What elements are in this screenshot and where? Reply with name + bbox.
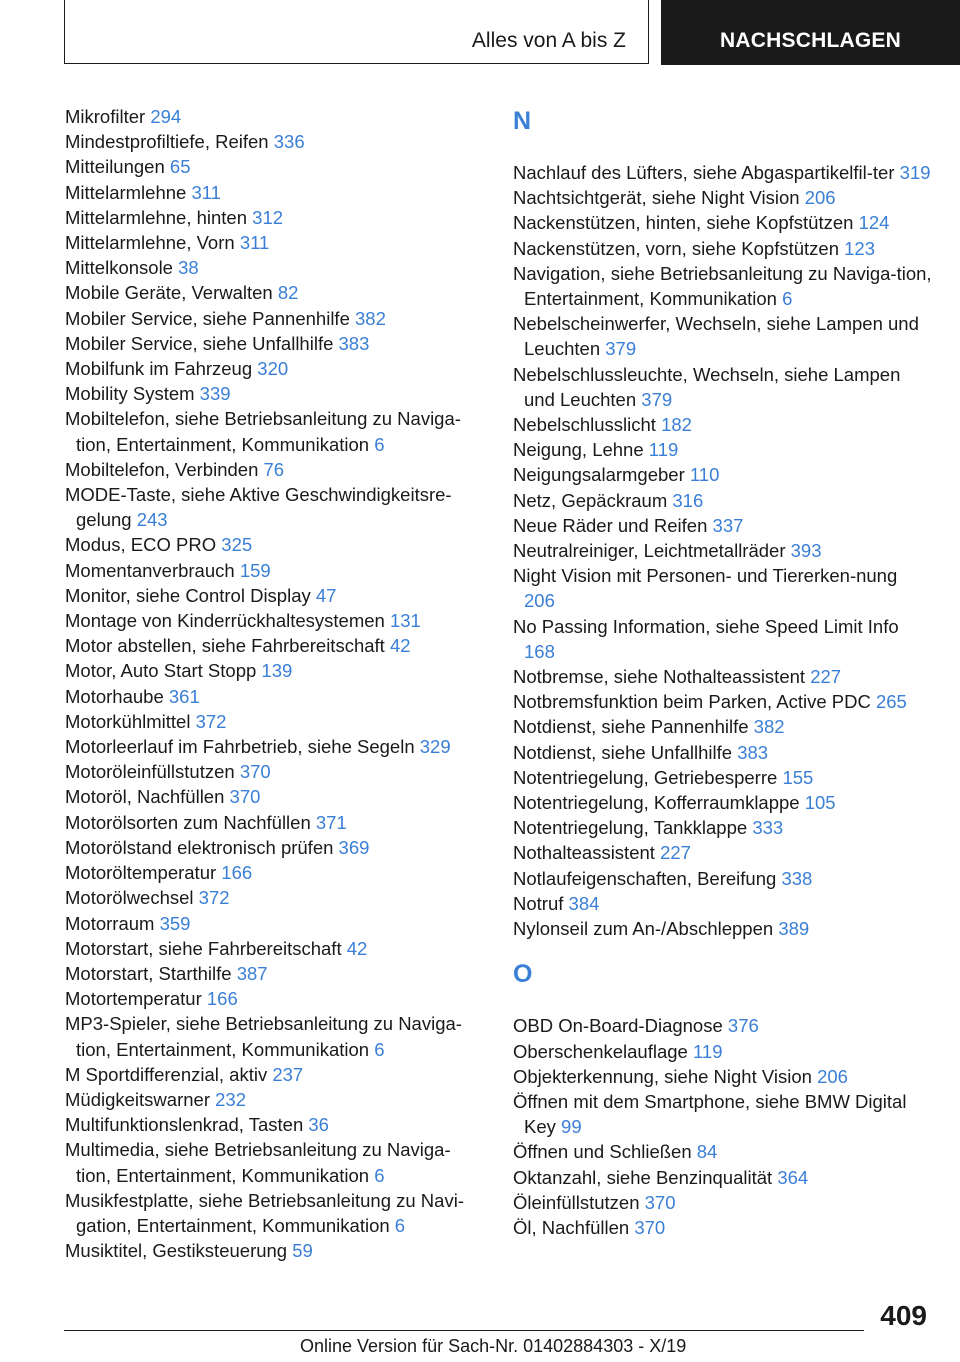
page-reference-link[interactable]: 383 [338,332,370,354]
index-entry [65,154,485,179]
index-entry [65,583,485,608]
index-term: Motorölstand elektronisch prüfen [65,836,334,858]
index-entry [513,185,933,210]
page-reference-link[interactable]: 337 [712,514,744,536]
index-term: Notbremse, siehe Nothalteassistent [513,666,806,688]
index-entry [513,261,933,311]
page-reference-link[interactable]: 105 [804,792,836,814]
chapter-title: NACHSCHLAGEN [720,29,901,52]
index-entry [513,1215,933,1240]
chapter-tab[interactable] [661,0,960,65]
index-entry [513,614,933,664]
index-entry [513,462,933,487]
page-reference-link[interactable]: 47 [315,584,337,606]
index-term: Nackenstützen, hinten, siehe Kopfstützen [513,212,854,234]
page-reference-link[interactable]: 131 [389,610,421,632]
page-reference-link[interactable]: 379 [641,388,673,410]
page-reference-link[interactable]: 333 [752,817,784,839]
index-entry [513,840,933,865]
index-term: Notlaufeigenschaften, Bereifung [513,867,777,889]
index-term: Motorstart, siehe Fahrbereitschaft [65,937,342,959]
index-term: No Passing Information, siehe Speed Limit Info [513,615,899,637]
index-term: Motorkühlmittel [65,710,191,732]
page-reference-link[interactable]: 82 [277,282,299,304]
index-entry [65,457,485,482]
page-reference-link[interactable]: 166 [221,862,253,884]
page-reference-link[interactable]: 38 [178,257,199,279]
index-entry [65,1112,485,1137]
page-reference-link[interactable]: 76 [263,458,285,480]
page-reference-link[interactable]: 237 [272,1063,304,1085]
index-entry [65,658,485,683]
page-reference-link[interactable]: 119 [648,439,679,461]
index-term: Monitor, siehe Control Display [65,584,311,606]
index-term: Nebelschlusslicht [513,414,656,436]
index-column-left [65,104,485,1263]
page-reference-link[interactable]: 372 [198,887,230,909]
page-reference-link[interactable]: 372 [195,710,227,732]
page-reference-link[interactable]: 379 [605,338,637,360]
index-term: Nothalteassistent [513,842,655,864]
index-term: Notdienst, siehe Unfallhilfe [513,741,733,763]
index-entry [513,815,933,840]
index-term: Mindestprofiltiefe, Reifen [65,131,269,153]
index-term: Müdigkeitswarner [65,1088,210,1110]
index-term: Motorölwechsel [65,887,194,909]
index-term: MODE-Taste, siehe Aktive Geschwindigkeitsre‐gelung [65,484,452,531]
page-reference-link[interactable]: 155 [782,766,814,788]
index-entry [65,911,485,936]
page-reference-link[interactable]: 110 [689,464,720,486]
page-reference-link[interactable]: 320 [257,358,289,380]
index-term: Notbremsfunktion beim Parken, Active PDC [513,691,871,713]
page-reference-link[interactable]: 371 [315,811,347,833]
index-entry [513,563,933,613]
section-box [64,0,649,64]
index-term: Motoröl, Nachfüllen [65,786,225,808]
index-term: Neigung, Lehne [513,439,644,461]
index-entry [65,381,485,406]
index-entry [65,608,485,633]
index-term: M Sportdifferenzial, aktiv [65,1063,268,1085]
index-entry [513,765,933,790]
index-term: Motorraum [65,912,155,934]
index-entry [513,740,933,765]
index-term: Night Vision mit Personen- und Tiererken‐nung [513,565,898,587]
page-reference-link[interactable]: 294 [150,106,182,127]
page-reference-link[interactable]: 59 [292,1240,313,1262]
index-entry [65,331,485,356]
index-entry [65,558,485,583]
index-term: Nachlauf des Lüfters, siehe Abgaspartikelfil‐ter [513,162,895,183]
index-entry [65,759,485,784]
page-reference-link[interactable]: 384 [568,892,600,914]
page-reference-link[interactable]: 376 [727,1015,759,1037]
index-term: Mobiltelefon, Verbinden [65,458,259,480]
index-entry [65,104,485,129]
index-term: Motorölsorten zum Nachfüllen [65,811,311,833]
page-reference-link[interactable]: 159 [239,559,271,581]
index-term: Modus, ECO PRO [65,534,217,556]
page-reference-link[interactable]: 265 [875,691,907,713]
page-reference-link[interactable]: 6 [374,1038,385,1060]
page-number: 409 [880,1300,927,1331]
page-reference-link[interactable]: 329 [419,736,451,758]
index-entry [65,784,485,809]
page-reference-link[interactable]: 243 [136,509,168,531]
page-reference-link[interactable]: 84 [696,1141,718,1163]
index-term: Musikfestplatte, siehe Betriebsanleitung zu Navi‐gation, Entertainment, Kommunikation [65,1189,464,1236]
index-term: Notentriegelung, Tankklappe [513,817,748,839]
index-term: Neigungsalarmgeber [513,464,685,486]
index-term: Neue Räder und Reifen [513,514,708,536]
page-reference-link[interactable]: 124 [858,212,890,234]
index-term: MP3-Spieler, siehe Betriebsanleitung zu Naviga‐tion, Entertainment, Kommunikation [65,1013,462,1060]
index-term: Motor, Auto Start Stopp [65,660,257,682]
index-term: Motorhaube [65,685,164,707]
index-entry [513,790,933,815]
index-entry [65,633,485,658]
page-reference-link[interactable]: 227 [810,666,842,688]
section-letter: N [513,107,532,135]
index-entry [513,210,933,235]
index-entry [513,714,933,739]
index-term: Mobility System [65,383,195,405]
index-term: Mobiler Service, siehe Pannenhilfe [65,307,350,329]
index-entry [65,255,485,280]
index-term: Nackenstützen, vorn, siehe Kopfstützen [513,237,839,259]
page-reference-link[interactable]: 206 [804,187,836,209]
index-entry [65,936,485,961]
index-entry [513,1013,933,1038]
index-term: Öl, Nachfüllen [513,1216,630,1238]
index-term: Motoröltemperatur [65,862,217,884]
page-reference-link[interactable]: 370 [634,1216,666,1238]
index-term: Mikrofilter [65,106,146,127]
page-reference-link[interactable]: 42 [346,937,368,959]
page-reference-link[interactable]: 325 [221,534,253,556]
index-entry [65,356,485,381]
page-reference-link[interactable]: 65 [169,156,191,178]
index-term: Mittelarmlehne [65,181,187,203]
index-term: Öleinfüllstutzen [513,1191,640,1213]
index-entry [65,1087,485,1112]
index-term: Motortemperatur [65,988,202,1010]
index-entry [65,1062,485,1087]
index-term: Motorstart, Starthilfe [65,962,232,984]
page-reference-link[interactable]: 123 [844,237,876,259]
index-term: Nebelschlussleuchte, Wechseln, siehe Lampen und Leuchten [513,363,901,410]
index-column-right [513,104,933,1240]
index-term: OBD On-Board-Diagnose [513,1015,723,1037]
index-entry [65,205,485,230]
index-entry [513,412,933,437]
index-entry [65,230,485,255]
index-term: Mobiler Service, siehe Unfallhilfe [65,332,334,354]
index-term: Notentriegelung, Getriebesperre [513,766,778,788]
index-term: Mittelarmlehne, Vorn [65,232,235,254]
index-entry [513,488,933,513]
index-term: Öffnen und Schließen [513,1141,692,1163]
page-reference-link[interactable]: 311 [191,181,221,203]
index-entry [65,406,485,456]
page-reference-link[interactable]: 339 [199,383,231,405]
index-entry [65,885,485,910]
index-entry [65,709,485,734]
page-reference-link[interactable]: 316 [672,489,704,511]
page-reference-link[interactable]: 382 [753,716,785,738]
page-reference-link[interactable]: 312 [252,206,284,228]
page-reference-link[interactable]: 387 [236,962,268,984]
index-entry [65,306,485,331]
index-entry [65,986,485,1011]
page-reference-link[interactable]: 168 [524,640,555,662]
index-entry [65,734,485,759]
index-term: Mobile Geräte, Verwalten [65,282,273,304]
footer-divider [64,1330,864,1331]
index-term: Mittelkonsole [65,257,173,279]
page-reference-link[interactable]: 369 [338,836,370,858]
index-entry [513,891,933,916]
section-letter: O [513,960,533,989]
index-entry [65,1238,485,1263]
section-title: Alles von A bis Z [471,29,626,52]
index-term: Multimedia, siehe Betriebsanleitung zu Naviga‐tion, Entertainment, Kommunikation [65,1139,451,1186]
index-entry [513,1165,933,1190]
index-term: Motorleerlauf im Fahrbetrieb, siehe Segeln [65,736,415,758]
index-entry [65,810,485,835]
page-reference-link[interactable]: 359 [159,912,191,934]
page-reference-link[interactable]: 361 [168,685,200,707]
index-entry [513,513,933,538]
page-reference-link[interactable]: 232 [215,1088,246,1110]
index-term: Motor abstellen, siehe Fahrbereitschaft [65,635,385,657]
page-reference-link[interactable]: 119 [692,1040,723,1062]
index-entry [513,1064,933,1089]
index-entry [513,689,933,714]
page-reference-link[interactable]: 370 [644,1191,676,1213]
index-term: Nebelscheinwerfer, Wechseln, siehe Lampen und Leuchten [513,313,919,360]
index-entry [65,1137,485,1187]
page-reference-link[interactable]: 36 [308,1114,329,1136]
page-reference-link[interactable]: 42 [389,635,411,657]
page-reference-link[interactable]: 6 [394,1214,406,1236]
index-entry [513,437,933,462]
page-reference-link[interactable]: 206 [817,1065,848,1087]
index-entry [513,311,933,361]
index-entry [513,664,933,689]
index-entry [513,160,933,185]
index-entry [513,1139,933,1164]
index-term: Mittelarmlehne, hinten [65,206,248,228]
index-term: Musiktitel, Gestiksteuerung [65,1240,288,1262]
index-term: Mitteilungen [65,156,165,178]
index-term: Notruf [513,892,564,914]
page-reference-link[interactable]: 389 [778,918,810,940]
index-entry [65,961,485,986]
index-entry [513,538,933,563]
index-entry [513,1190,933,1215]
page-reference-link[interactable]: 311 [239,232,270,254]
index-entry [513,362,933,412]
page-header [64,0,960,65]
page-reference-link[interactable]: 6 [374,433,385,455]
page-reference-link[interactable]: 139 [261,660,293,682]
index-entry [65,129,485,154]
footer-text: Online Version für Sach-Nr. 01402884303 - X/19 [300,1336,687,1356]
index-term: Motoröleinfüllstutzen [65,761,235,783]
page-reference-link[interactable]: 99 [561,1116,582,1138]
index-entry [65,860,485,885]
page-reference-link[interactable]: 227 [660,842,691,864]
index-entry [65,684,485,709]
index-entry [513,866,933,891]
index-entry [513,1089,933,1139]
index-term: Multifunktionslenkrad, Tasten [65,1114,304,1136]
page-reference-link[interactable]: 166 [206,988,238,1010]
page-reference-link[interactable]: 182 [661,414,692,436]
index-term: Objekterkennung, siehe Night Vision [513,1065,812,1087]
page-reference-link[interactable]: 319 [899,162,931,183]
index-entry [65,280,485,305]
index-term: Mobiltelefon, siehe Betriebsanleitung zu Naviga‐tion, Entertainment, Kommunikation [65,408,461,455]
index-entry [513,1039,933,1064]
page-reference-link[interactable]: 370 [239,761,271,783]
index-term: Oberschenkelauflage [513,1040,688,1062]
index-term: Mobilfunk im Fahrzeug [65,358,253,380]
index-entry [65,482,485,532]
index-entry [513,236,933,261]
index-term: Notdienst, siehe Pannenhilfe [513,716,749,738]
index-term: Oktanzahl, siehe Benzinqualität [513,1166,773,1188]
page-reference-link[interactable]: 6 [374,1164,385,1186]
page-reference-link[interactable]: 336 [273,131,305,153]
index-entry [65,1188,485,1238]
index-entry [65,532,485,557]
index-term: Notentriegelung, Kofferraumklappe [513,792,800,814]
page-reference-link[interactable]: 338 [781,867,813,889]
index-term: Navigation, siehe Betriebsanleitung zu Naviga‐tion, Entertainment, Kommunikation [513,262,932,310]
index-term: Nachtsichtgerät, siehe Night Vision [513,187,800,209]
page-reference-link[interactable]: 383 [737,741,769,763]
page-reference-link[interactable]: 206 [524,590,555,612]
index-entry [513,916,933,941]
index-term: Netz, Gepäckraum [513,489,668,511]
page-reference-link[interactable]: 382 [355,307,386,329]
page-reference-link[interactable]: 370 [229,786,261,808]
index-term: Nylonseil zum An-/Abschleppen [513,918,774,940]
page-reference-link[interactable]: 364 [777,1166,809,1188]
page-reference-link[interactable]: 6 [782,288,793,310]
index-term: Neutralreiniger, Leichtmetallräder [513,540,786,562]
index-entry [65,180,485,205]
index-entry [65,1011,485,1061]
index-term: Öffnen mit dem Smartphone, siehe BMW Digital Key [513,1090,907,1138]
index-entry [65,835,485,860]
index-term: Montage von Kinderrückhaltesystemen [65,610,385,632]
page-reference-link[interactable]: 393 [790,540,822,562]
index-term: Momentanverbrauch [65,559,235,581]
